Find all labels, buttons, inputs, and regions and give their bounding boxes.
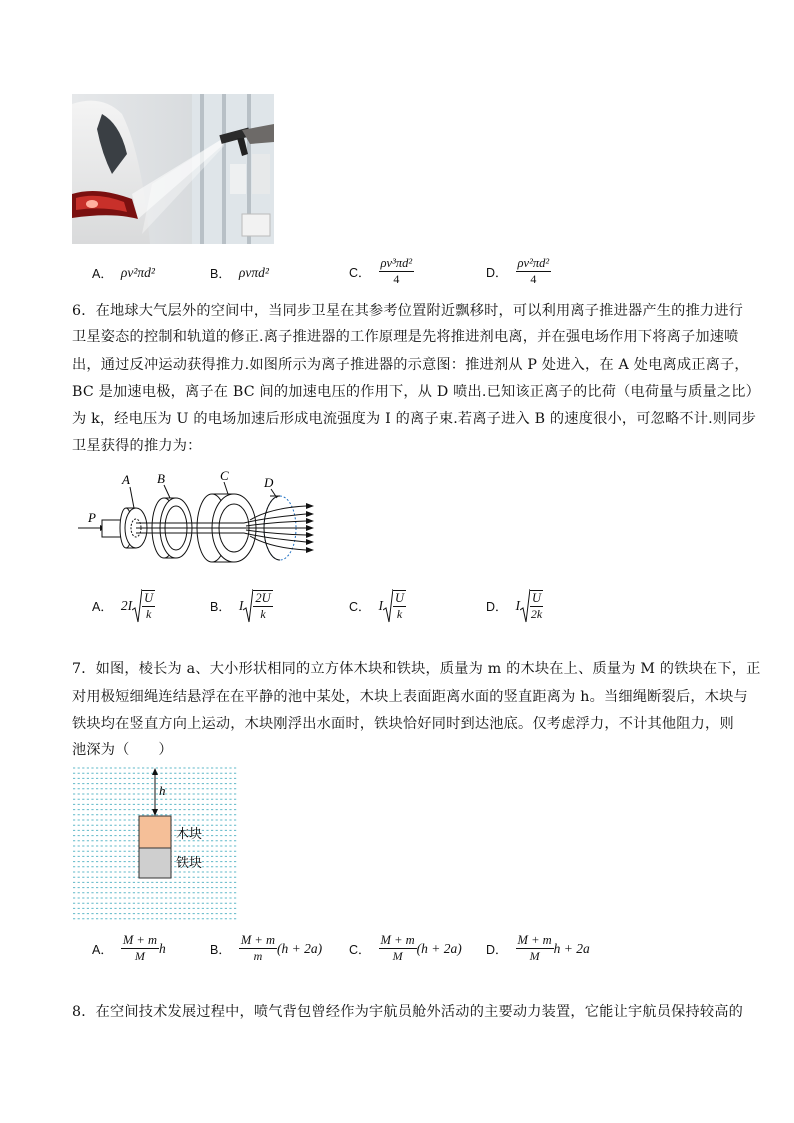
- iron-block: [139, 848, 171, 878]
- fraction: $\frac{M + m}{M}$: [517, 933, 552, 963]
- sqrt-symbol: [520, 588, 543, 624]
- fraction: $\frac{U}{2k}$: [530, 591, 543, 621]
- h-label: h: [159, 783, 166, 798]
- fraction: $\frac{\text{ρv²πd²}}{4}$: [517, 256, 550, 286]
- q6-option-d[interactable]: D． I $\frac{U}{2k}$: [486, 588, 543, 624]
- fraction: $\frac{M + m}{m}$: [240, 933, 275, 963]
- fraction: $\frac{2U}{k}$: [255, 591, 271, 621]
- wood-label: 木块: [176, 827, 203, 842]
- ion-thruster-diagram: [74, 470, 324, 570]
- fraction: $\frac{U}{k}$: [395, 591, 405, 621]
- q6-line-3: 出，通过反冲运动获得推力.如图所示为离子推进器的示意图：推进剂从 P 处进入，在 A 处电离成正离子，: [72, 357, 749, 373]
- q7-option-a[interactable]: A． $\frac{M + m}{M}$ h: [92, 933, 166, 963]
- q7-line-2: 对用极短细绳连结悬浮在在平静的池中某处，木块上表面距离水面的竖直距离为 h。当细绳断裂后，木块与: [72, 689, 748, 705]
- q6-line-2: 卫星姿态的控制和轨道的修正.离子推进器的工作原理是先将推进剂电离，并在强电场作用下将离子加速喷: [72, 329, 739, 345]
- sqrt-symbol: [243, 588, 272, 624]
- q6-line-4: BC 是加速电极，离子在 BC 间的加速电压的作用下，从 D 喷出.已知该正离子的比荷（电荷量与质量之比）: [72, 384, 761, 400]
- q7-option-b[interactable]: B． $\frac{M + m}{m}$ (h + 2a): [210, 933, 323, 963]
- q6-line-6: 卫星获得的推力为：: [72, 438, 202, 454]
- q7-line-4: 池深为（ ）: [72, 742, 173, 758]
- iron-label: 铁块: [176, 856, 203, 871]
- pool-diagram: [73, 766, 237, 924]
- q5-option-d[interactable]: D． $\frac{\text{ρv²πd²}}{4}$: [486, 256, 550, 286]
- fraction: $\frac{\text{ρv³πd²}}{4}$: [380, 256, 413, 286]
- q6-option-a[interactable]: A． 2I $\frac{U}{k}$: [92, 588, 155, 624]
- q7-option-c[interactable]: C． $\frac{M + m}{M}$ (h + 2a): [349, 933, 462, 963]
- q6-option-c[interactable]: C． I $\frac{U}{k}$: [349, 588, 406, 624]
- wood-block: [139, 816, 171, 848]
- car-wash-photo: [72, 94, 274, 244]
- q7-option-d[interactable]: D． $\frac{M + m}{M}$ h + 2a: [486, 933, 590, 963]
- fraction: $\frac{M + m}{M}$: [380, 933, 415, 963]
- sqrt-symbol: [132, 588, 155, 624]
- fraction: $\frac{U}{k}$: [144, 591, 154, 621]
- q5-option-a[interactable]: A． ρv²πd²: [92, 265, 155, 281]
- fraction: $\frac{M + m}{M}$: [122, 933, 157, 963]
- q6-line-5: 为 k，经电压为 U 的电场加速后形成电流强度为 I 的离子束.若离子进入 B 的速度很小，可忽略不计.则同步: [72, 411, 757, 427]
- q5-option-c[interactable]: C． $\frac{\text{ρv³πd²}}{4}$: [349, 256, 413, 286]
- label-d: D: [264, 475, 274, 490]
- q7-line-1: 7．如图，棱长为 a、大小形状相同的立方体木块和铁块，质量为 m 的木块在上、质量为 M 的铁块在下，正: [72, 661, 761, 677]
- q5-option-b[interactable]: B． ρvπd²: [210, 265, 269, 281]
- q6-line-1: 6．在地球大气层外的空间中，当同步卫星在其参考位置附近飘移时，可以利用离子推进器产生的推力进行: [72, 303, 744, 319]
- label-c: C: [220, 470, 229, 483]
- q8-line-1: 8．在空间技术发展过程中，喷气背包曾经作为宇航员舱外活动的主要动力装置，它能让宇航员保持较高的: [72, 1004, 744, 1020]
- q6-option-b[interactable]: B． I $\frac{2U}{k}$: [210, 588, 273, 624]
- label-p: P: [88, 510, 96, 525]
- label-b: B: [157, 471, 165, 486]
- label-a: A: [122, 472, 130, 487]
- q7-line-3: 铁块均在竖直方向上运动，木块刚浮出水面时，铁块恰好同时到达池底。仅考虑浮力，不计其他阻力，则: [72, 716, 734, 732]
- sqrt-symbol: [383, 588, 406, 624]
